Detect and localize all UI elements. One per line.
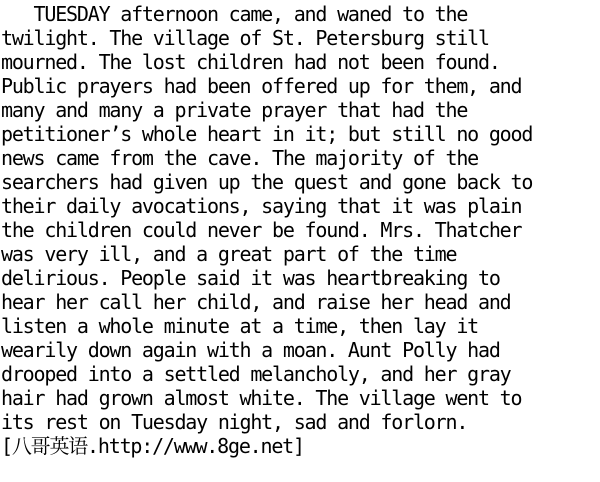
text-line: drooped into a settled melancholy, and her gray (1, 362, 511, 386)
text-line: mourned. The lost children had not been found. (1, 50, 500, 74)
text-line: TUESDAY afternoon came, and waned to the (1, 2, 468, 26)
text-line: its rest on Tuesday night, sad and forlorn. (1, 410, 468, 434)
text-line: listen a whole minute at a time, then lay it (1, 314, 479, 338)
document-body (1, 2, 599, 458)
text-line: news came from the cave. The majority of the (1, 146, 479, 170)
text-line: hear her call her child, and raise her head and (1, 290, 511, 314)
source-link-line: [八哥英语.http://www.8ge.net] (1, 434, 304, 458)
text-line: was very ill, and a great part of the time (1, 242, 457, 266)
text-line: searchers had given up the quest and gone back to (1, 170, 533, 194)
text-line: petitioner’s whole heart in it; but still no good (1, 122, 533, 146)
text-line: Public prayers had been offered up for them, and (1, 74, 522, 98)
text-line: many and many a private prayer that had the (1, 98, 468, 122)
text-line: the children could never be found. Mrs. Thatcher (1, 218, 522, 242)
text-line: their daily avocations, saying that it was plain (1, 194, 522, 218)
text-line: wearily down again with a moan. Aunt Polly had (1, 338, 500, 362)
text-line: twilight. The village of St. Petersburg still (1, 26, 489, 50)
text-line: hair had grown almost white. The village went to (1, 386, 522, 410)
text-line: delirious. People said it was heartbreaking to (1, 266, 500, 290)
